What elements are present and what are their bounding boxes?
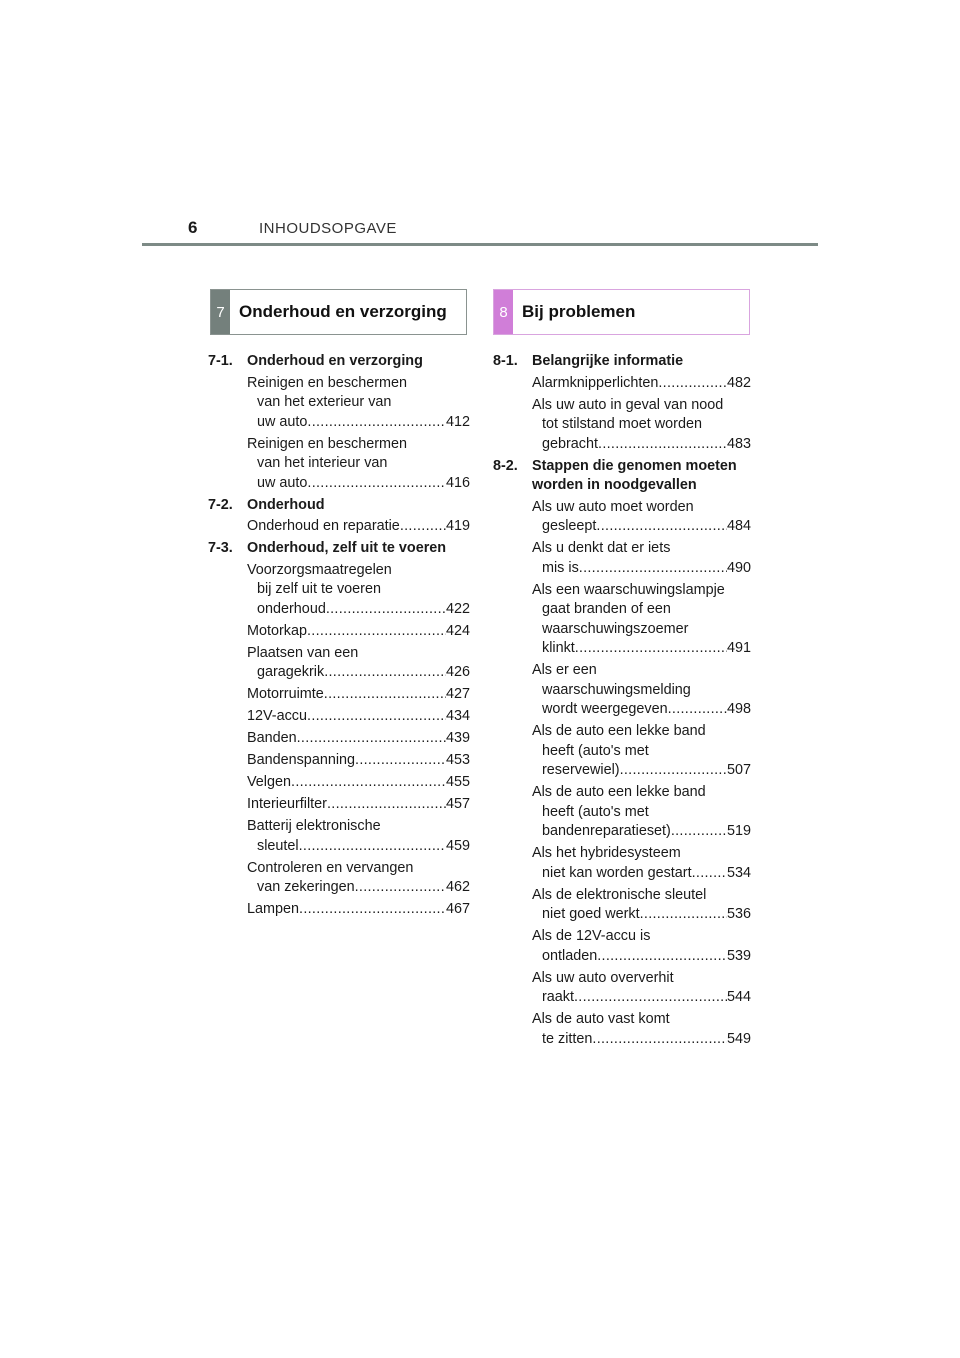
toc-entry[interactable] [532, 969, 751, 1008]
toc-entry[interactable] [247, 435, 470, 494]
toc-entry-text: van zekeringen [257, 879, 355, 895]
dot-leader [299, 900, 446, 920]
toc-entry-text: gaat branden of een [542, 601, 671, 617]
toc-entry-line [532, 559, 751, 579]
toc-entry-text: raakt [542, 989, 574, 1005]
section-number: 7-2. [208, 496, 233, 513]
toc-entry-text: garagekrik [257, 664, 325, 680]
dot-leader [640, 905, 727, 925]
toc-entry-line [247, 474, 470, 494]
toc-entry-line [532, 639, 751, 659]
chapter-8-toc [493, 352, 751, 1052]
dot-leader [324, 663, 446, 683]
toc-entry-text: Als de auto vast komt [532, 1011, 670, 1027]
toc-entry[interactable] [532, 722, 751, 781]
toc-section [493, 457, 751, 496]
toc-entry-text: uw auto [257, 474, 308, 491]
toc-section [493, 352, 751, 372]
section-title: Belangrijke informatie [532, 353, 684, 369]
toc-entry-line [247, 517, 470, 537]
toc-entry-line [532, 374, 751, 394]
toc-page-number: 426 [445, 664, 470, 680]
toc-page-number: 534 [726, 864, 751, 881]
toc-entry[interactable] [247, 859, 470, 898]
toc-entry-text: Als er een [532, 662, 597, 678]
toc-entry-text: Als uw auto oververhit [532, 969, 674, 986]
toc-entry-text: ontladen [542, 947, 598, 964]
toc-page-number: 498 [726, 701, 751, 717]
section-number: 8-2. [493, 457, 518, 474]
toc-entry-text: niet goed werkt [542, 906, 640, 922]
toc-entry[interactable] [247, 729, 470, 749]
toc-page-number: 422 [445, 600, 470, 617]
toc-entry-line [247, 900, 470, 920]
toc-entry-line [247, 773, 470, 793]
dot-leader [658, 374, 727, 394]
toc-entry-line [532, 517, 751, 537]
dot-leader [297, 729, 446, 749]
dot-leader [592, 1030, 727, 1050]
toc-entry-text: mis is [542, 559, 579, 576]
toc-entry[interactable] [532, 927, 751, 966]
toc-entry-text: Als de 12V-accu is [532, 928, 651, 944]
toc-entry-line [247, 600, 470, 620]
dot-leader [620, 761, 727, 781]
page-title: INHOUDSOPGAVE [259, 220, 397, 237]
toc-entry-text: Als het hybridesysteem [532, 845, 681, 861]
chapter-number-badge: 7 [211, 290, 230, 334]
toc-entry-text: gebracht [542, 435, 599, 452]
toc-entry[interactable] [532, 396, 751, 455]
section-title: Onderhoud en verzorging [247, 353, 423, 369]
toc-entry[interactable] [247, 795, 470, 815]
chapter-7-header [210, 289, 467, 335]
toc-entry-text: Interieurfilter [247, 796, 327, 812]
toc-page-number: 484 [726, 518, 751, 534]
toc-entry-text: Als de auto een lekke band [532, 784, 706, 800]
dot-leader [596, 517, 727, 537]
chapter-title: Bij problemen [522, 302, 636, 321]
chapter-number-badge: 8 [494, 290, 513, 334]
toc-entry-text: bij zelf uit te voeren [257, 581, 381, 597]
toc-entry-text: Onderhoud en reparatie [247, 518, 400, 534]
toc-entry-text: Motorkap [247, 622, 307, 639]
toc-entry-line [247, 707, 470, 727]
toc-entry-text: heeft (auto's met [542, 803, 649, 820]
toc-entry[interactable] [247, 751, 470, 771]
toc-entry-text: Reinigen en beschermen [247, 374, 407, 391]
toc-page-number: 536 [726, 906, 751, 922]
toc-entry-text: uw auto [257, 413, 308, 430]
dot-leader [326, 600, 446, 620]
dot-leader [307, 413, 446, 433]
toc-entry-text: Als u denkt dat er iets [532, 540, 671, 556]
toc-page-number: 439 [445, 730, 470, 746]
header-rule [142, 243, 818, 246]
toc-section [208, 539, 470, 559]
toc-page-number: 412 [445, 413, 470, 430]
toc-entry-text: niet kan worden gestart [542, 864, 692, 881]
toc-entry-line [532, 905, 751, 925]
toc-entry-line [532, 864, 751, 884]
toc-section [208, 352, 470, 372]
toc-section [208, 496, 470, 516]
toc-entry-text: Voorzorgsmaatregelen [247, 561, 392, 578]
toc-entry-text: van het interieur van [257, 455, 388, 471]
toc-entry-text: Controleren en vervangen [247, 859, 414, 876]
toc-entry[interactable] [247, 517, 470, 537]
toc-entry-line [247, 622, 470, 642]
toc-entry-text: Als de auto een lekke band [532, 723, 706, 739]
toc-entry-line [247, 729, 470, 749]
toc-entry-text: waarschuwingsmelding [542, 681, 691, 698]
toc-entry-line [532, 700, 751, 720]
dot-leader [355, 878, 446, 898]
dot-leader [575, 639, 727, 659]
dot-leader [307, 622, 446, 642]
toc-entry-text: Als uw auto moet worden [532, 498, 694, 515]
toc-page-number: 491 [726, 640, 751, 656]
section-title: Stappen die genomen moeten worden in noodgevallen [532, 457, 737, 493]
toc-entry[interactable] [532, 1010, 751, 1049]
toc-page-number: 455 [445, 774, 470, 790]
toc-entry-line [247, 795, 470, 815]
toc-entry[interactable] [532, 661, 751, 720]
toc-entry[interactable] [247, 707, 470, 727]
toc-entry-text: Alarmknipperlichten [532, 374, 659, 391]
chapter-7-toc [208, 352, 470, 922]
section-number: 8-1. [493, 353, 518, 369]
dot-leader [579, 559, 727, 579]
toc-entry[interactable] [532, 374, 751, 394]
page-number: 6 [188, 218, 198, 237]
toc-page-number: 539 [726, 947, 751, 964]
toc-page-number: 434 [445, 708, 470, 724]
dot-leader [307, 707, 446, 727]
toc-entry-text: Als de elektronische sleutel [532, 886, 707, 903]
toc-page-number: 544 [726, 989, 751, 1005]
toc-entry-text: sleutel [257, 837, 299, 854]
toc-entry-text: Batterij elektronische [247, 818, 381, 834]
toc-entry-line [247, 837, 470, 857]
dot-leader [598, 435, 727, 455]
toc-entry-line [247, 878, 470, 898]
section-title: Onderhoud, zelf uit te voeren [247, 540, 447, 556]
toc-entry[interactable] [532, 886, 751, 925]
toc-entry[interactable] [247, 374, 470, 433]
toc-entry[interactable] [247, 817, 470, 856]
toc-entry-line [532, 822, 751, 842]
toc-page-number: 459 [445, 837, 470, 854]
section-number: 7-3. [208, 540, 233, 556]
toc-entry-line [532, 761, 751, 781]
toc-page-number: 419 [445, 518, 470, 534]
dot-leader [574, 988, 727, 1008]
dot-leader [307, 474, 446, 494]
toc-page-number: 467 [445, 901, 470, 917]
dot-leader [324, 685, 446, 705]
dot-leader [597, 947, 727, 967]
page-header [142, 216, 818, 246]
toc-entry[interactable] [247, 644, 470, 683]
toc-entry-text: Lampen [247, 901, 300, 917]
toc-page-number: 490 [726, 559, 751, 576]
toc-entry-text: klinkt [542, 640, 575, 656]
toc-entry-text: Als een waarschuwingslampje [532, 581, 725, 598]
dot-leader [692, 864, 727, 884]
dot-leader [400, 517, 446, 537]
chapter-8-header [493, 289, 750, 335]
toc-entry-text: Motorruimte [247, 686, 324, 702]
toc-entry-text: Als uw auto in geval van nood [532, 396, 724, 413]
chapter-title: Onderhoud en verzorging [239, 302, 447, 321]
toc-page-number: 457 [445, 796, 470, 812]
toc-entry-text: reservewiel) [542, 762, 620, 778]
toc-page-number: 483 [726, 435, 751, 452]
toc-page-number: 427 [445, 686, 470, 702]
toc-entry-text: heeft (auto's met [542, 742, 649, 759]
toc-entry[interactable] [532, 581, 751, 659]
dot-leader [291, 773, 446, 793]
toc-entry[interactable] [247, 773, 470, 793]
toc-entry-text: Plaatsen van een [247, 644, 359, 661]
toc-entry-text: bandenreparatieset) [542, 823, 671, 839]
toc-entry-text: Velgen [247, 774, 292, 790]
toc-entry-line [247, 663, 470, 683]
toc-page-number: 453 [445, 752, 470, 768]
toc-entry-text: Banden [247, 730, 297, 746]
toc-page-number: 507 [726, 762, 751, 778]
dot-leader [299, 837, 446, 857]
section-title: Onderhoud [247, 496, 325, 513]
toc-page-number: 549 [726, 1030, 751, 1047]
section-number: 7-1. [208, 353, 233, 369]
toc-entry[interactable] [247, 561, 470, 620]
toc-entry-line [247, 685, 470, 705]
toc-page-number: 416 [445, 474, 470, 491]
dot-leader [671, 822, 727, 842]
toc-entry-line [247, 751, 470, 771]
toc-entry-text: gesleept [542, 518, 597, 534]
toc-entry-text: Reinigen en beschermen [247, 435, 407, 452]
toc-entry-text: Bandenspanning [247, 752, 356, 768]
toc-page-number: 482 [726, 374, 751, 391]
toc-entry[interactable] [247, 685, 470, 705]
toc-entry-line [532, 988, 751, 1008]
toc-entry[interactable] [532, 498, 751, 537]
toc-page-number: 462 [445, 879, 470, 895]
toc-entry-text: wordt weergegeven [542, 701, 668, 717]
dot-leader [355, 751, 446, 771]
dot-leader [668, 700, 727, 720]
toc-entry[interactable] [247, 900, 470, 920]
toc-entry-text: waarschuwingszoemer [542, 620, 689, 637]
toc-page-number: 519 [726, 823, 751, 839]
toc-entry-text: onderhoud [257, 600, 326, 617]
toc-entry-line [247, 413, 470, 433]
dot-leader [327, 795, 446, 815]
toc-entry[interactable] [532, 783, 751, 842]
toc-entry-text: van het exterieur van [257, 394, 392, 410]
toc-entry-line [532, 1030, 751, 1050]
toc-entry[interactable] [247, 622, 470, 642]
toc-entry-text: tot stilstand moet worden [542, 416, 702, 432]
toc-entry-line [532, 435, 751, 455]
toc-entry-line [532, 947, 751, 967]
toc-entry-text: 12V-accu [247, 708, 308, 724]
toc-entry[interactable] [532, 844, 751, 883]
toc-entry[interactable] [532, 539, 751, 578]
toc-page-number: 424 [445, 622, 470, 639]
toc-entry-text: te zitten [542, 1030, 593, 1047]
